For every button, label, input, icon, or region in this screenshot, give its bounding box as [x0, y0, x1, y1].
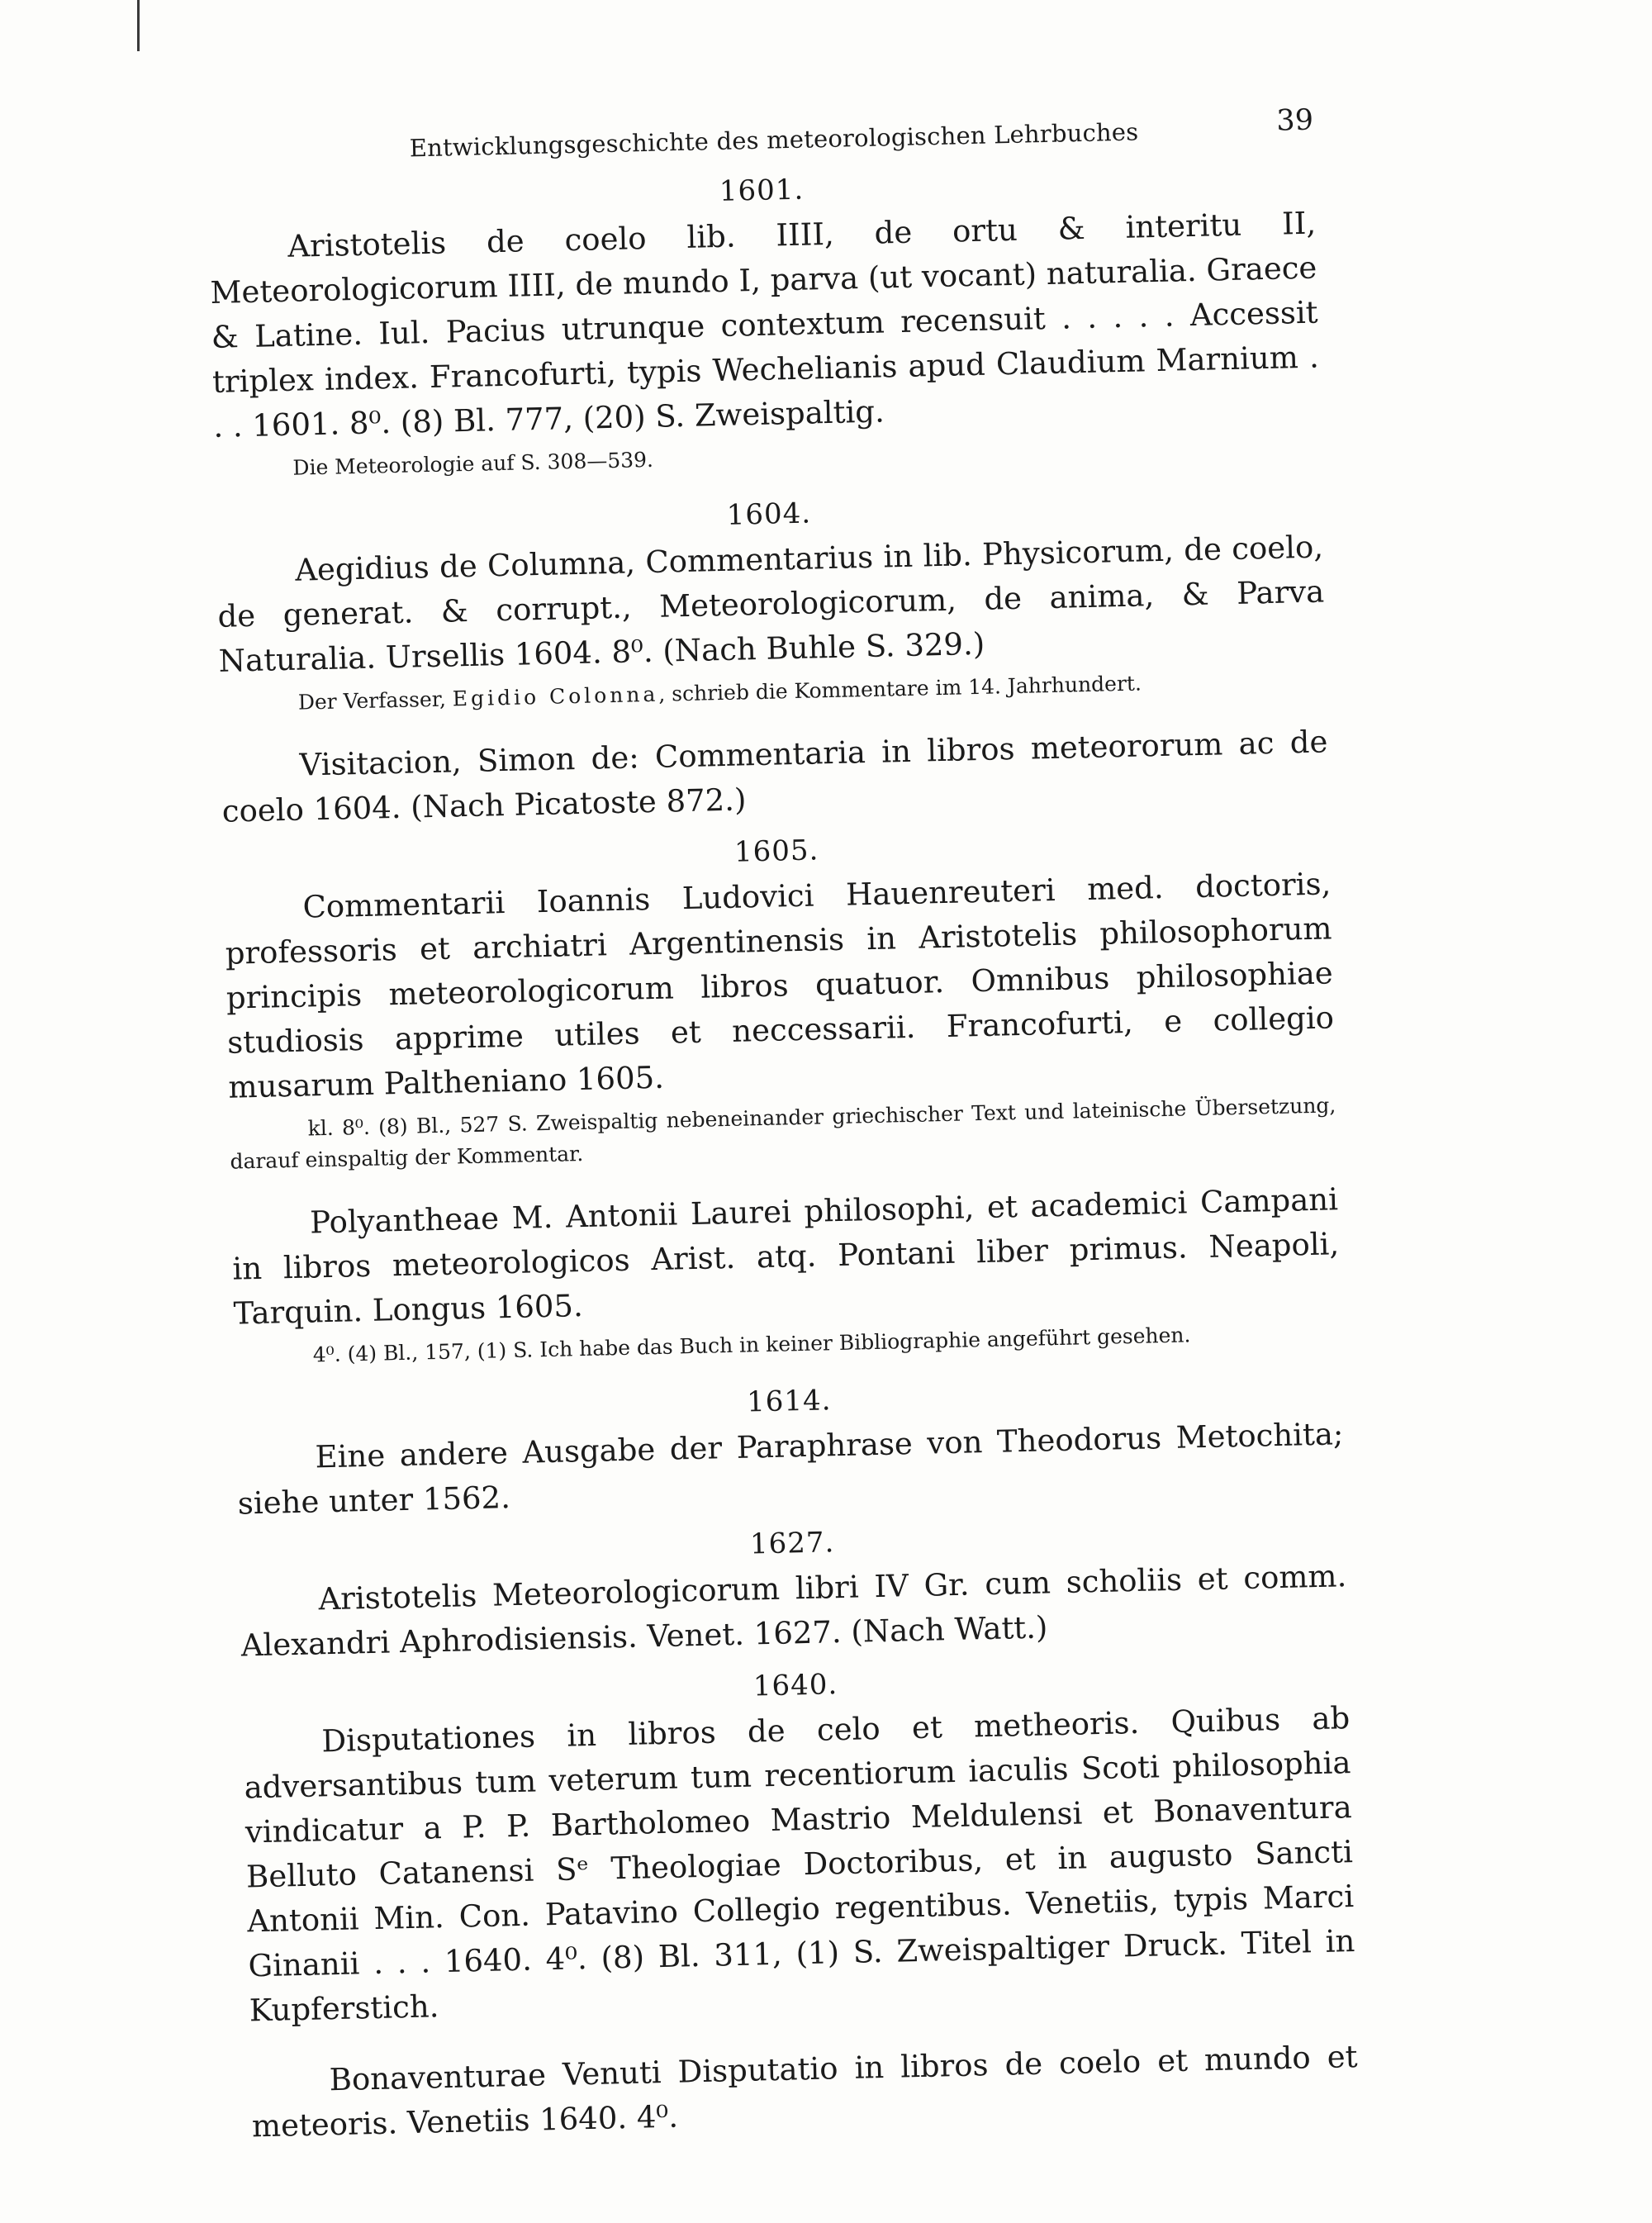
- bibliography-entry: Bonaventurae Venuti Disputatio in libros de coelo et mundo et meteoris. Venetiis 1640. 4⁰.: [251, 2038, 1358, 2145]
- year-heading: 1614.: [746, 1384, 832, 1419]
- bibliography-entry: Aegidius de Columna, Commentarius in lib. Physicorum, de coelo, de generat. & corrupt., Meteorologicorum, de anima, & Parva Naturalia. Ursellis 1604. 8⁰. (Nach Buhle S. 329.): [217, 529, 1325, 679]
- year-heading: 1640.: [752, 1668, 838, 1703]
- year-heading: 1605.: [733, 834, 819, 869]
- bibliography-entry: Aristotelis de coelo lib. IIII, de ortu & interitu II, Meteorologicorum IIII, de mundo I, parva (ut vocant) naturalia. Graece & Latine. Iul. Pacius utrunque contextum recensuit . . . . . Accessit triplex index. Francofurti, typis Wechelianis apud Claudium Marnium . . . 1601. 8⁰. (8) Bl. 777, (20) S. Zweispaltig.: [210, 205, 1320, 444]
- bibliography-entry: Disputationes in libros de celo et metheoris. Quibus ab adversantibus tum veterum tum recentiorum iaculis Scoti philosophia vindicatur a P. P. Bartholomeo Mastrio Meldulensi et Bonaventura Belluto Catanensi Sᵉ Theologiae Doctoribus, et in augusto Sancti Antonii Min. Con. Patavino Collegio regentibus. Venetiis, typis Marci Ginanii . . . 1640. 4⁰. (8) Bl. 311, (1) S. Zweispaltiger Druck. Titel in Kupferstich.: [244, 1700, 1355, 2029]
- entry-note: 4⁰. (4) Bl., 157, (1) S. Ich habe das Buch in keiner Bibliographie angeführt gesehen.: [312, 1323, 1191, 1367]
- note-text: Der Verfasser,: [297, 686, 453, 715]
- entry-note: kl. 8⁰. (8) Bl., 527 S. Zweispaltig nebeneinander griechischer Text und lateinische Übersetzung, darauf einspaltig der Kommentar.: [230, 1093, 1336, 1174]
- bibliography-entry: Commentarii Ioannis Ludovici Hauenreuteri med. doctoris, professoris et archiatri Argentinensis in Aristotelis philosophorum principis meteorologicorum libros quatuor. Omnibus philosophiae studiosis apprime utiles et neccessarii. Francofurti, e collegio musarum Paltheniano 1605.: [225, 866, 1335, 1105]
- bibliography-entry: Eine andere Ausgabe der Paraphrase von Theodorus Metochita; siehe unter 1562.: [237, 1416, 1344, 1522]
- bibliography-entry: Aristotelis Meteorologicorum libri IV Gr. cum scholiis et comm. Alexandri Aphrodisiensis. Venet. 1627. (Nach Watt.): [240, 1558, 1347, 1664]
- running-head: [206, 99, 1314, 173]
- running-head-title: Entwicklungsgeschichte des meteorologischen Lehrbuches: [409, 117, 1139, 163]
- bibliography-entry: Visitacion, Simon de: Commentaria in libros meteororum ac de coelo 1604. (Nach Picatoste 872.): [221, 724, 1328, 829]
- year-heading: 1604.: [726, 496, 812, 532]
- author-name-spaced: Egidio Colonna: [452, 682, 659, 711]
- year-heading: 1627.: [749, 1526, 835, 1561]
- note-text: , schrieb die Kommentare im 14. Jahrhundert.: [658, 671, 1142, 706]
- scan-margin-line: [137, 0, 140, 51]
- year-heading: 1601.: [719, 173, 805, 208]
- bibliography-entry: Polyantheae M. Antonii Laurei philosophi, et academici Campani in libros meteorologicos Arist. atq. Pontani liber primus. Neapoli, Tarquin. Longus 1605.: [231, 1181, 1340, 1332]
- entry-note: Die Meteorologie auf S. 308—539.: [292, 447, 654, 480]
- page-number: 39: [1275, 103, 1314, 138]
- book-page: [206, 99, 1359, 2154]
